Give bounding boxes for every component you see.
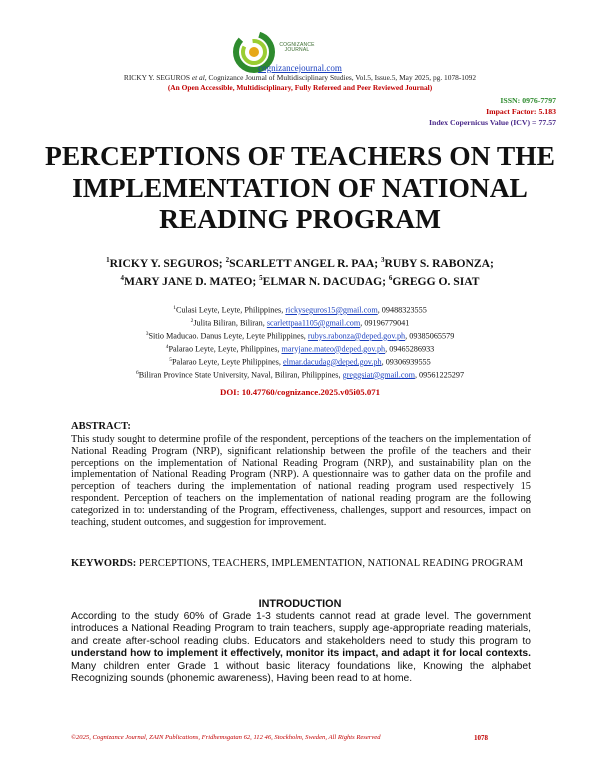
author-sup: 4 [120, 273, 124, 282]
author-name: MARY JANE D. MATEO; [124, 274, 260, 288]
affiliation-phone: , 09306939555 [381, 357, 431, 367]
issn: ISSN: 0976-7797 [500, 96, 556, 105]
keywords-text: PERCEPTIONS, TEACHERS, IMPLEMENTATION, NATIONAL READING PROGRAM [136, 558, 524, 569]
logo-text-line-1: COGNIZANCE [279, 42, 315, 48]
affiliation-place: Culasi Leyte, Leyte, Philippines, [175, 305, 286, 315]
affiliation-sup: 4 [165, 343, 169, 350]
affiliation-item [0, 316, 600, 329]
citation-etal: et al [191, 73, 205, 82]
affiliation-phone: , 09385065579 [405, 331, 455, 341]
affiliation-sup: 2 [190, 317, 194, 324]
affiliation-sup: 1 [173, 305, 176, 311]
author [226, 257, 381, 270]
affiliation-sup: 3 [145, 330, 149, 337]
affiliation-email-link[interactable]: maryjane.mateo@deped.gov.ph [281, 344, 386, 354]
affiliation-phone: , 09465286933 [385, 344, 435, 354]
affiliation-place: Biliran Province State University, Naval, Biliran, Philippines, [138, 370, 343, 380]
affiliation-item [0, 368, 600, 381]
doi[interactable]: DOI: 10.47760/cognizance.2025.v05i05.071 [219, 387, 381, 397]
author-sup: 3 [381, 256, 385, 264]
author-sup: 1 [106, 256, 110, 264]
abstract-text: This study sought to determine profile of the respondent, perceptions of the teachers on the implementation of National Reading Program (NRP), significant relationship between the profile of the teachers and their perceptions on the implementation of National Reading Program (NRP), and sustainability plan on the implementation of National Reading Program (NRP). A questionnaire was to gather data on the profile and perception of teachers during the implementation of national reading program used respectively 15 respondent. Perception of teachers on the implementation of national reading program are the following categorized in to: understanding of the Program, effectiveness, challenges, support and resources, impact on teaching, student outcomes, and suggestion for improvement. [71, 434, 531, 528]
affiliation-place: Julita Biliran, Biliran, [193, 318, 267, 328]
affiliation-place: Palarao Leyte, Leyte, Philippines, [168, 344, 282, 354]
author [389, 275, 480, 288]
author-name: RUBY S. RABONZA; [384, 256, 494, 270]
author [259, 275, 389, 288]
introduction-heading: INTRODUCTION [258, 598, 342, 610]
author [106, 257, 225, 270]
keywords-label: KEYWORDS: [71, 558, 137, 569]
author [121, 275, 260, 288]
affiliation-sup: 5 [169, 356, 172, 363]
affiliation-phone: , 09561225297 [414, 370, 465, 380]
affiliation-email-link[interactable]: greggsiat@gmail.com [342, 370, 415, 380]
index-copernicus: Index Copernicus Value (ICV) = 77.57 [428, 118, 556, 127]
author-name: SCARLETT ANGEL R. PAA; [229, 256, 381, 270]
site-link[interactable]: cognizancejournal.com [258, 63, 342, 73]
access-note: (An Open Accessible, Multidisciplinary, Fully Refereed and Peer Reviewed Journal) [167, 83, 433, 92]
footer-copyright: ©2025, Cognizance Journal, ZAIN Publications, Fridhemsgatan 62, 112 46, Stockholm, Sweden, All Rights Reserved [71, 734, 381, 741]
author-name: GREGG O. SIAT [392, 274, 480, 288]
affiliation-item [0, 342, 600, 355]
paper-title: PERCEPTIONS OF TEACHERS ON THE IMPLEMENTATION OF NATIONAL READING PROGRAM [45, 140, 555, 234]
intro-text-bold: understand how to implement it effectively, monitor its impact, and adapt it for local contexts. [71, 648, 531, 660]
author-sup: 6 [388, 273, 393, 282]
author [381, 257, 494, 270]
intro-text-part-2: Many children enter Grade 1 without basic literacy foundations like, Knowing the alphabet Recognizing sounds (phonemic awareness), Having been read to at home. [71, 660, 531, 685]
affiliation-item [0, 329, 600, 342]
author-sup: 5 [259, 273, 263, 282]
intro-text-part-1: According to the study 60% of Grade 1-3 students cannot read at grade level. The government introduces a National Reading Program to train teachers, supply age-appropriate reading materials, and create after-school reading clubs. Educators and stakeholders need to study this program to [71, 611, 531, 647]
author-sup: 2 [225, 256, 230, 264]
affiliation-place: Sitio Maducao. Danus Leyte, Leyte Philippines, [148, 331, 308, 341]
affiliation-email-link[interactable]: elmar.dacudag@deped.gov.ph [282, 357, 382, 367]
affiliation-email-link[interactable]: scarlettpaa1105@gmail.com [266, 318, 361, 328]
impact-factor: Impact Factor: 5.183 [486, 107, 556, 116]
keywords [71, 558, 531, 570]
affiliation-email-link[interactable]: rubys.rabonza@deped.gov.ph [307, 331, 406, 341]
author-name: RICKY Y. SEGUROS; [109, 256, 226, 270]
affiliation-item [0, 355, 600, 368]
citation-rest: , Cognizance Journal of Multidisciplinary Studies, Vol.5, Issue.5, May 2025, pg. 1078-1092 [204, 73, 477, 82]
author-name: ELMAR N. DACUDAG; [262, 274, 389, 288]
affiliation-place: Palarao Leyte, Leyte Philippines, [172, 357, 283, 367]
affiliation-sup: 6 [135, 369, 139, 376]
affiliation-email-link[interactable]: rickyseguros15@gmail.com [285, 305, 378, 315]
affiliation-phone: , 09196779041 [360, 318, 410, 328]
citation-author: RICKY Y. SEGUROS [123, 73, 190, 82]
affiliation-item [0, 303, 600, 316]
logo-text [272, 43, 322, 53]
affiliation-phone: , 09488323555 [377, 305, 427, 315]
citation-line [0, 73, 600, 82]
page-number: 1078 [474, 734, 488, 742]
affiliation-list [0, 303, 600, 381]
author-list [40, 253, 560, 289]
introduction-text [71, 611, 531, 685]
abstract-heading: ABSTRACT: [71, 421, 131, 432]
logo-text-line-2: JOURNAL [284, 47, 310, 53]
